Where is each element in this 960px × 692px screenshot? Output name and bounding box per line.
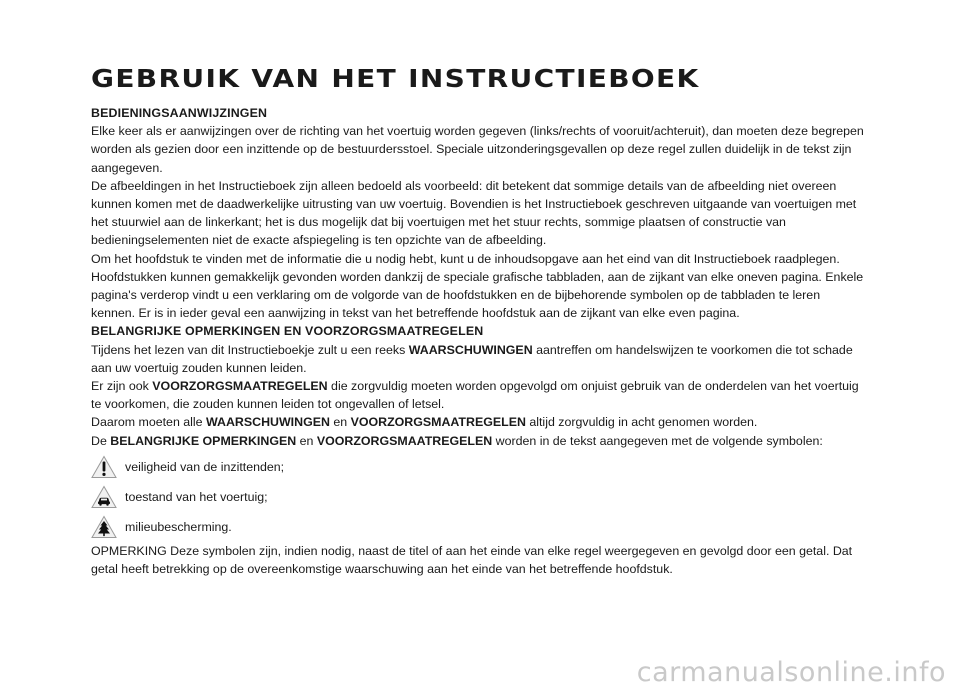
watermark: carmanualsonline.info	[636, 657, 946, 688]
paragraph: De afbeeldingen in het Instructieboek zijn alleen bedoeld als voorbeeld: dit betekent dat sommige details van de afbeelding niet overeen kunnen komen met de daadwerkelijke uitrusting van uw voertuig. Bovendien is het Instructieboek geschreven uitgaande van voertuigen met het stuurwiel aan de linkerkant; het is dus mogelijk dat bij voertuigen met het stuur rechts, sommige plaatsen of constructie van bedieningselementen niet de exacte afspiegeling is ten opzichte van de afbeelding.	[91, 178, 857, 248]
symbol-label: veiligheid van de inzittenden;	[125, 459, 285, 474]
symbol-row-vehicle	[91, 482, 866, 512]
paragraph: Tijdens het lezen van dit Instructieboekje zult u een reeks WAARSCHUWINGEN aantreffen om handelswijzen te voorkomen die tot schade aan uw voertuig zouden kunnen leiden.	[91, 342, 853, 375]
paragraph: Er zijn ook VOORZORGSMAATREGELEN die zorgvuldig moeten worden opgevolgd om onjuist gebruik van de onderdelen van het voertuig te voorkomen, die zouden kunnen leiden tot ongevallen of letsel.	[91, 379, 859, 412]
symbol-row-environment	[91, 512, 866, 542]
paragraph: Om het hoofdstuk te vinden met de informatie die u nodig hebt, kunt u de inhoudsopgave aan het eind van dit Instructieboek raadplegen.	[91, 251, 840, 266]
paragraph: Daarom moeten alle WAARSCHUWINGEN en VOORZORGSMAATREGELEN altijd zorgvuldig in acht genomen worden.	[91, 415, 758, 430]
paragraph: Hoofdstukken kunnen gemakkelijk gevonden worden dankzij de speciale grafische tabbladen, aan de zijkant van elke oneven pagina. Enkele pagina's verderop vindt u een verklaring om de volgorde van de hoofdstukken en de bijbehorende symbolen op de tabbladen te leren kennen. Er is in ieder geval een aanwijzing in tekst van het betreffende hoofdstuk aan de zijkant van elke even pagina.	[91, 269, 864, 321]
warning-car-icon	[91, 485, 117, 509]
section-heading-bedieningsaanwijzingen: BEDIENINGSAANWIJZINGEN	[91, 106, 268, 120]
section-heading-opmerkingen: BELANGRIJKE OPMERKINGEN EN VOORZORGSMAATREGELEN	[91, 324, 484, 339]
symbol-label: toestand van het voertuig;	[125, 489, 268, 504]
warning-exclamation-icon	[91, 455, 117, 479]
page-content	[91, 62, 866, 578]
paragraph: Elke keer als er aanwijzingen over de richting van het voertuig worden gegeven (links/rechts of vooruit/achteruit), dan moeten deze begrepen worden als gezien door een inzittende op de bestuurdersstoel. Speciale uitzonderingsgevallen op deze regel zullen duidelijk in de tekst zijn aangegeven.	[91, 124, 864, 175]
symbol-row-safety	[91, 452, 866, 482]
paragraph: De BELANGRIJKE OPMERKINGEN en VOORZORGSMAATREGELEN worden in de tekst aangegeven met de volgende symbolen:	[91, 433, 823, 448]
page-title: GEBRUIK VAN HET INSTRUCTIEBOEK	[91, 64, 700, 93]
note-paragraph: OPMERKING Deze symbolen zijn, indien nodig, naast de titel of aan het einde van elke regel weergegeven en gevolgd door een getal. Dat getal heeft betrekking op de overeenkomstige waarschuwing aan het einde van het betreffende hoofdstuk.	[91, 543, 853, 577]
warning-tree-icon	[91, 515, 117, 539]
symbol-label: milieubescherming.	[125, 519, 232, 534]
